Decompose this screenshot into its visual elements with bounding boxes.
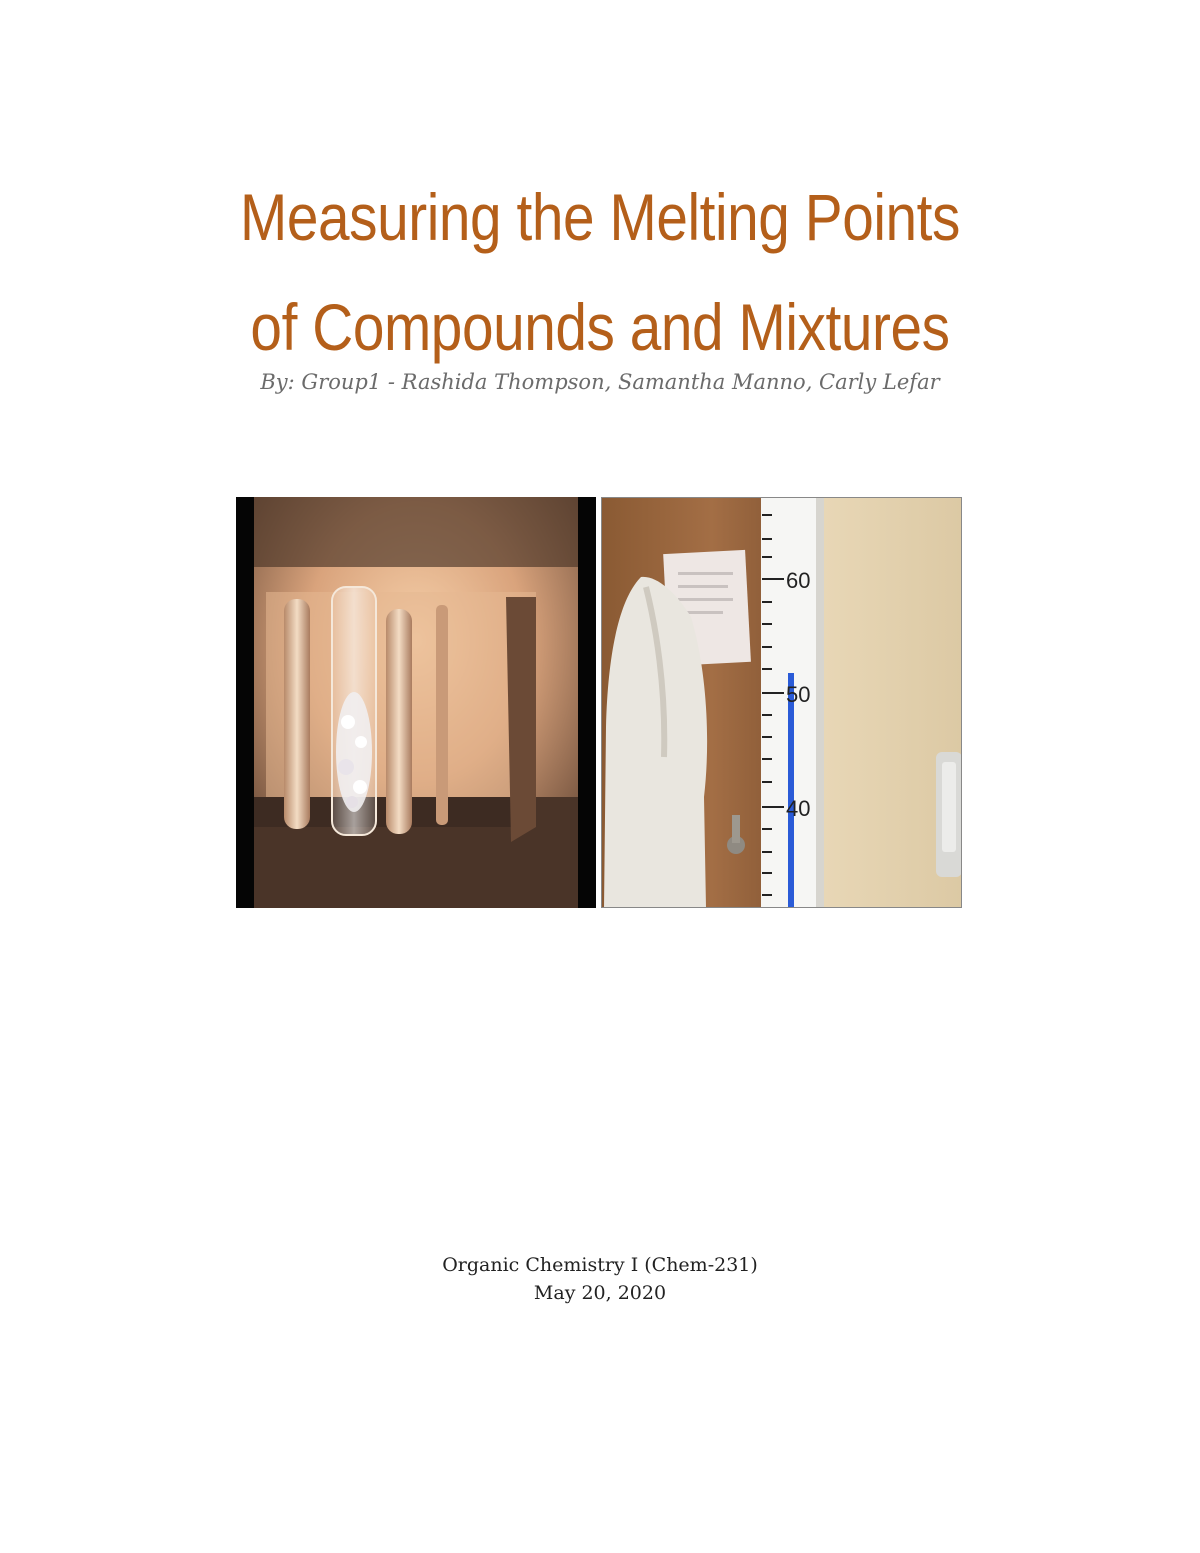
- apparatus-photo: [236, 497, 596, 908]
- document-title: [0, 162, 1200, 382]
- thermometer-liquid: [788, 673, 794, 908]
- title-line-1: Measuring the Melting Points: [240, 180, 960, 254]
- heating-rod-icon: [284, 599, 310, 829]
- author-byline: By: Group1 - Rashida Thompson, Samantha Manno, Carly Lefar: [260, 370, 940, 394]
- cover-photos: [236, 497, 962, 908]
- document-date: May 20, 2020: [533, 1282, 667, 1304]
- heating-rod-icon: [386, 609, 412, 834]
- scale-label-50: 50: [786, 682, 811, 707]
- crystals-icon: [336, 692, 372, 812]
- thermometer-photo: [601, 497, 962, 908]
- scale-label-40: 40: [786, 796, 811, 821]
- document-footer: [0, 1251, 1200, 1307]
- title-line-2: of Compounds and Mixtures: [250, 290, 950, 364]
- course-name: Organic Chemistry I (Chem-231): [442, 1254, 758, 1276]
- scale-label-60: 60: [786, 568, 811, 593]
